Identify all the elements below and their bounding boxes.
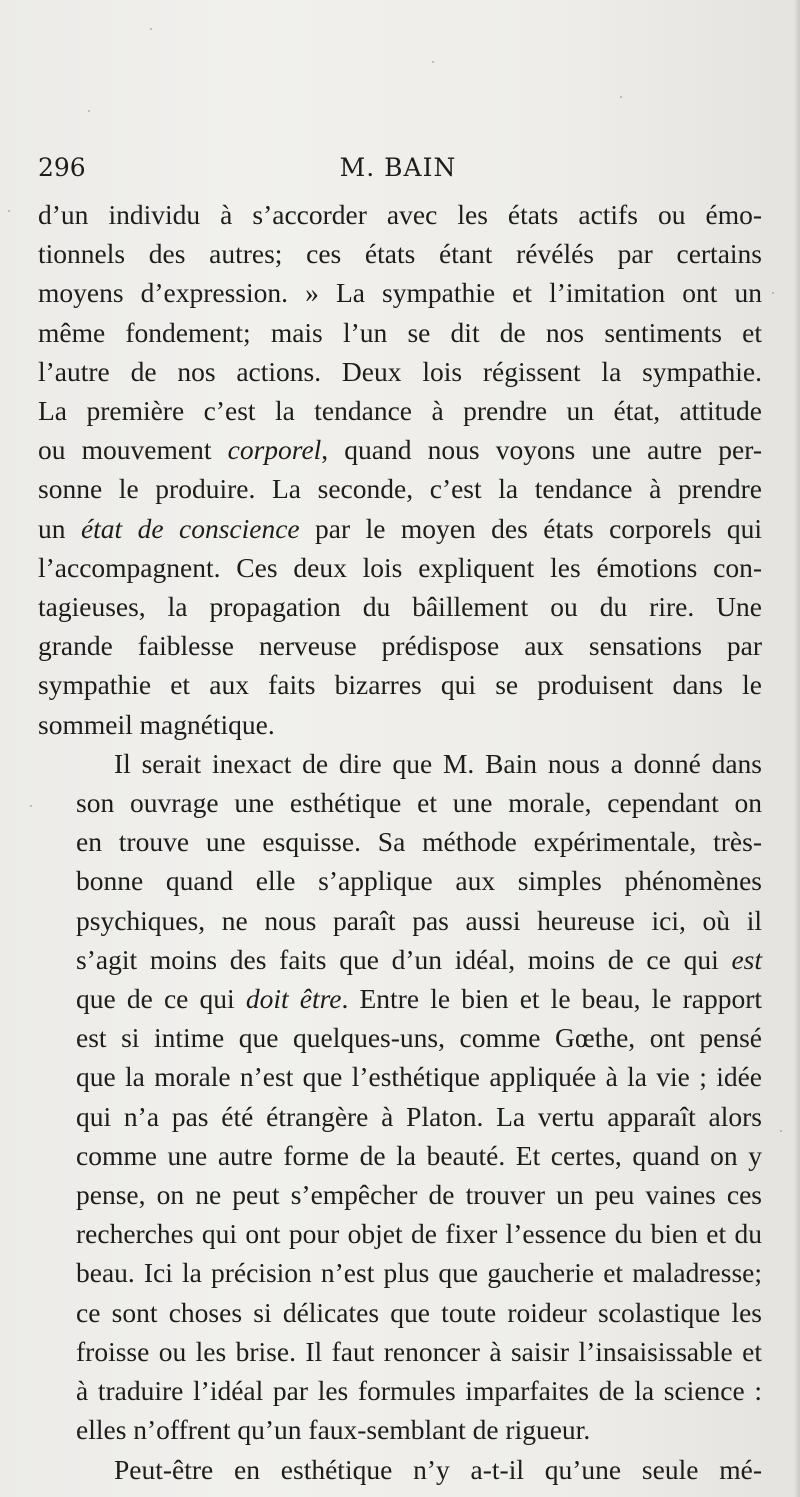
line-text: , quand nous voyons une autre per- — [321, 434, 762, 466]
italic-text: état de conscience — [80, 512, 300, 544]
text-line — [38, 352, 762, 391]
line-text: sonne le produire. La seconde, c’est la tendance à prendre — [38, 473, 762, 505]
paragraph — [38, 195, 762, 744]
text-line — [38, 1018, 762, 1057]
line-text: son ouvrage une esthétique et une morale, cependant on — [76, 787, 762, 819]
italic-text: doit être — [245, 983, 342, 1015]
line-text: sommeil magnétique. — [38, 708, 275, 740]
text-line — [38, 1057, 762, 1096]
line-text: que de ce qui — [76, 983, 246, 1015]
text-line — [38, 744, 762, 783]
line-text: Peut-être en esthétique n’y a-t-il qu’une seule mé- — [114, 1453, 762, 1485]
text-line — [38, 469, 762, 508]
line-text: comme une autre forme de la beauté. Et certes, quand on y — [76, 1139, 762, 1171]
line-text: tionnels des autres; ces états étant révélés par certains — [38, 238, 762, 270]
text-line — [38, 665, 762, 704]
text-line — [38, 1136, 762, 1175]
line-text: même fondement; mais l’un se dit de nos sentiments et — [38, 316, 762, 348]
paragraph — [38, 744, 762, 1450]
text-line — [38, 1253, 762, 1292]
text-line — [38, 195, 762, 234]
line-text: tagieuses, la propagation du bâillement ou du rire. Une — [38, 591, 762, 623]
line-text: bonne quand elle s’applique aux simples phénomènes — [76, 865, 762, 897]
line-text: que la morale n’est que l’esthétique appliquée à la vie ; idée — [76, 1061, 762, 1093]
line-text: l’accompagnent. Ces deux lois expliquent les émotions con- — [38, 551, 762, 583]
text-line — [38, 822, 762, 861]
text-line — [38, 391, 762, 430]
text-line — [38, 313, 762, 352]
line-text: qui n’a pas été étrangère à Platon. La vertu apparaît alors — [76, 1100, 762, 1132]
page-number: 296 — [38, 153, 86, 182]
text-line — [38, 979, 762, 1018]
text-line — [38, 1371, 762, 1410]
text-line — [38, 1175, 762, 1214]
paragraph — [38, 1450, 762, 1489]
text-line — [38, 1293, 762, 1332]
line-text: un — [38, 512, 81, 544]
text-line — [38, 548, 762, 587]
line-text: elles n’offrent qu’un faux-semblant de rigueur. — [76, 1414, 591, 1446]
text-line — [38, 234, 762, 273]
line-text: moyens d’expression. » La sympathie et l’imitation ont un — [38, 277, 762, 309]
body-text — [38, 195, 762, 1489]
text-line — [38, 626, 762, 665]
line-text: par le moyen des états corporels qui — [299, 512, 762, 544]
line-text: ou mouvement — [38, 434, 228, 466]
line-text: beau. Ici la précision n’est plus que gaucherie et maladresse; — [76, 1257, 762, 1289]
line-text: froisse ou les brise. Il faut renoncer à saisir l’insaisissable et — [76, 1335, 762, 1367]
text-line — [38, 273, 762, 312]
text-line — [38, 1214, 762, 1253]
line-text: ce sont choses si délicates que toute roideur scolastique les — [76, 1296, 762, 1328]
line-text: pense, on ne peut s’empêcher de trouver un peu vaines ces — [76, 1179, 762, 1211]
line-text: en trouve une esquisse. Sa méthode expérimentale, très- — [76, 826, 762, 858]
running-head — [38, 150, 758, 186]
line-text: La première c’est la tendance à prendre un état, attitude — [38, 395, 762, 427]
line-text: recherches qui ont pour objet de fixer l’essence du bien et du — [76, 1218, 762, 1250]
text-line — [38, 705, 762, 744]
text-line — [38, 861, 762, 900]
text-line — [38, 1450, 762, 1489]
line-text: . Entre le bien et le beau, le rapport — [341, 983, 763, 1015]
line-text: s’agit moins des faits que d’un idéal, moins de ce qui — [76, 943, 732, 975]
line-text: psychiques, ne nous paraît pas aussi heureuse ici, où il — [76, 904, 762, 936]
line-text: l’autre de nos actions. Deux lois régissent la sympathie. — [38, 355, 762, 387]
text-line — [38, 1410, 762, 1449]
line-text: sympathie et aux faits bizarres qui se produisent dans le — [38, 669, 762, 701]
line-text: d’un individu à s’accorder avec les états actifs ou émo- — [38, 199, 762, 230]
text-line — [38, 587, 762, 626]
italic-text: corporel — [227, 434, 322, 466]
text-line — [38, 430, 762, 469]
line-text: à traduire l’idéal par les formules imparfaites de la science : — [76, 1375, 762, 1407]
line-text: est si intime que quelques-uns, comme Gœthe, ont pensé — [76, 1022, 762, 1054]
running-head-title: M. BAIN — [339, 153, 457, 182]
line-text: Il serait inexact de dire que M. Bain nous a donné dans — [114, 747, 762, 779]
italic-text: est — [731, 943, 762, 975]
text-line — [38, 901, 762, 940]
text-line — [38, 783, 762, 822]
text-line — [38, 1332, 762, 1371]
text-line — [38, 1097, 762, 1136]
text-line — [38, 509, 762, 548]
text-line — [38, 940, 762, 979]
line-text: grande faiblesse nerveuse prédispose aux sensations par — [38, 630, 762, 662]
